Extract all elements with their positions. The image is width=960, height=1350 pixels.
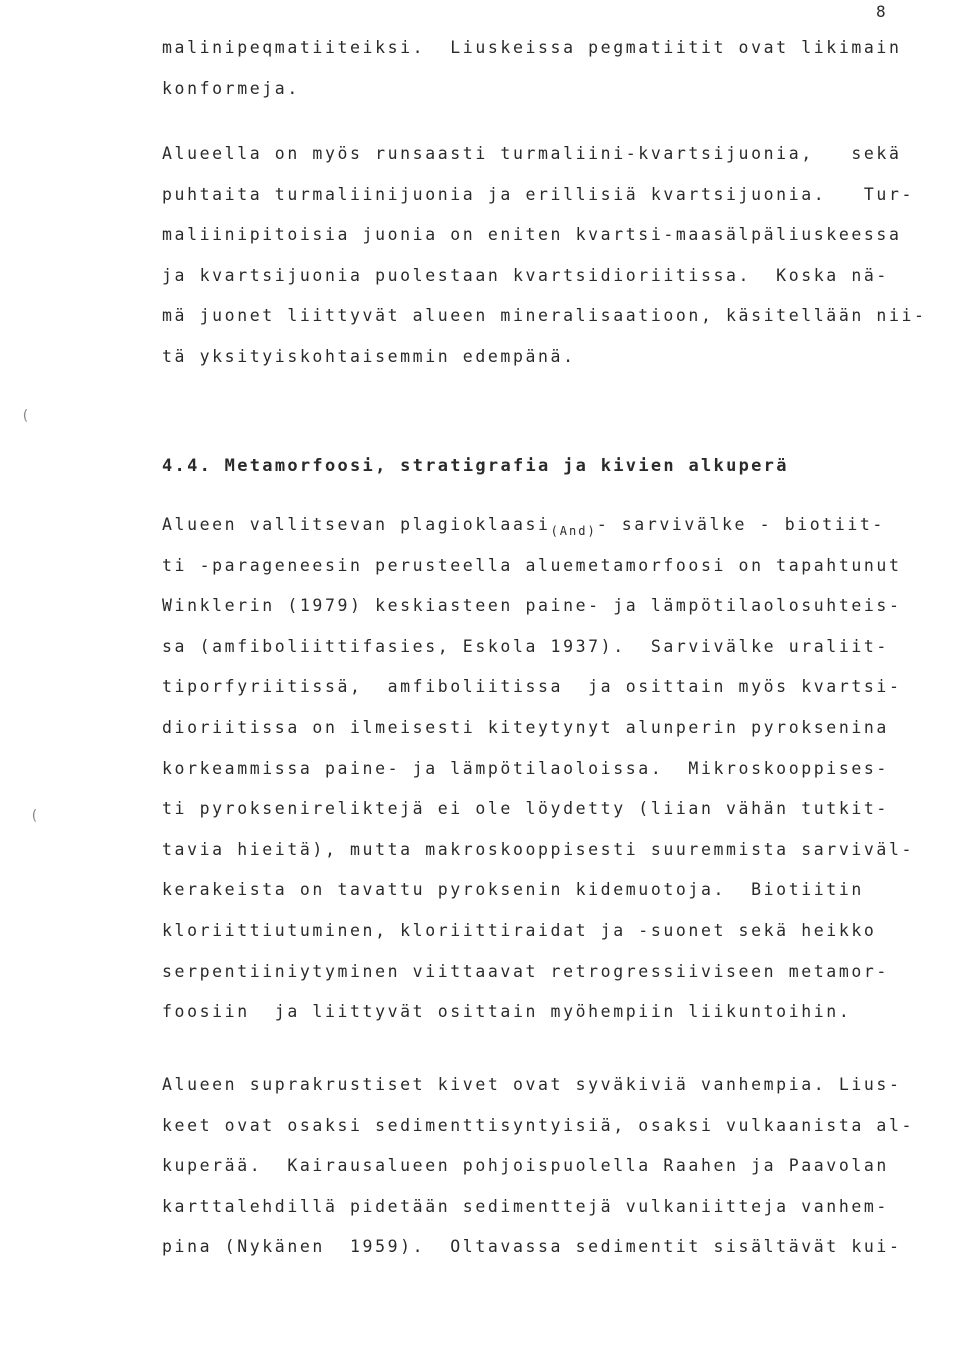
text-line: pina (Nykänen 1959). Oltavassa sedimentit sisältävät kui- — [162, 1237, 902, 1257]
scan-speck: ( — [30, 808, 39, 824]
paragraph-supracrustals — [162, 1065, 922, 1268]
text-line: Alueen suprakrustiset kivet ovat syväkiviä vanhempia. Lius- — [162, 1075, 902, 1094]
text-line: maliinipitoisia juonia on eniten kvartsi-maasälpäliuskeessa — [162, 225, 902, 245]
text-line: karttalehdillä pidetään sedimenttejä vulkaniitteja vanhem- — [162, 1196, 889, 1216]
text-segment: - sarvivälke - biotiit- — [596, 515, 885, 534]
paragraph-pegmatites — [162, 28, 922, 109]
text-line: kloriittiutuminen, kloriittiraidat ja -suonet sekä heikko — [162, 920, 877, 940]
text-line-with-subscript — [162, 505, 922, 546]
text-line: keet ovat osaksi sedimenttisyntyisiä, osaksi vulkaanista al- — [162, 1115, 915, 1135]
text-line: sa (amfiboliittifasies, Eskola 1937). Sarvivälke uraliit- — [162, 636, 889, 656]
paragraph-metamorphism — [162, 505, 922, 1033]
text-segment: Alueen vallitsevan plagioklaasi — [162, 515, 551, 534]
text-line: foosiin ja liittyvät osittain myöhempiin liikuntoihin. — [162, 1002, 852, 1022]
text-line: ti pyroksenireliktejä ei ole löydetty (liian vähän tutkit- — [162, 799, 889, 819]
text-line: kerakeista on tavattu pyroksenin kidemuotoja. Biotiitin — [162, 880, 864, 900]
text-line: serpentiiniytyminen viittaavat retrogressiiviseen metamor- — [162, 961, 889, 981]
text-line: kuperää. Kairausalueen pohjoispuolella Raahen ja Paavolan — [162, 1156, 889, 1176]
text-line: malinipeqmatiiteiksi. Liuskeissa pegmatiitit ovat likimain — [162, 38, 902, 57]
text-line: tä yksityiskohtaisemmin edempänä. — [162, 346, 576, 366]
text-line: Alueella on myös runsaasti turmaliini-kvartsijuonia, sekä — [162, 144, 902, 163]
text-line: dioriitissa on ilmeisesti kiteytynyt alunperin pyroksenina — [162, 717, 889, 737]
text-line: puhtaita turmaliinijuonia ja erillisiä kvartsijuonia. Tur- — [162, 184, 915, 204]
paragraph-veins — [162, 134, 927, 378]
text-line: ti -parageneesin perusteella aluemetamorfoosi on tapahtunut — [162, 555, 902, 575]
text-line: Winklerin (1979) keskiasteen paine- ja lämpötilaolosuhteis- — [162, 596, 902, 616]
section-heading: 4.4. Metamorfoosi, stratigrafia ja kivien alkuperä — [162, 456, 789, 476]
subscript-and: (And) — [550, 524, 597, 538]
text-line: ja kvartsijuonia puolestaan kvartsidioriitissa. Koska nä- — [162, 265, 889, 285]
text-line: korkeammissa paine- ja lämpötilaoloissa. Mikroskooppises- — [162, 758, 889, 778]
text-line: konformeja. — [162, 78, 300, 98]
text-line: tiporfyriitissä, amfiboliitissa ja osittain myös kvartsi- — [162, 677, 902, 697]
text-line: tavia hieitä), mutta makroskooppisesti suuremmista sarviväl- — [162, 839, 915, 859]
text-line: mä juonet liittyvät alueen mineralisaatioon, käsitellään nii- — [162, 306, 927, 326]
scan-speck: ( — [21, 408, 30, 424]
page-number: 8 — [876, 2, 887, 21]
